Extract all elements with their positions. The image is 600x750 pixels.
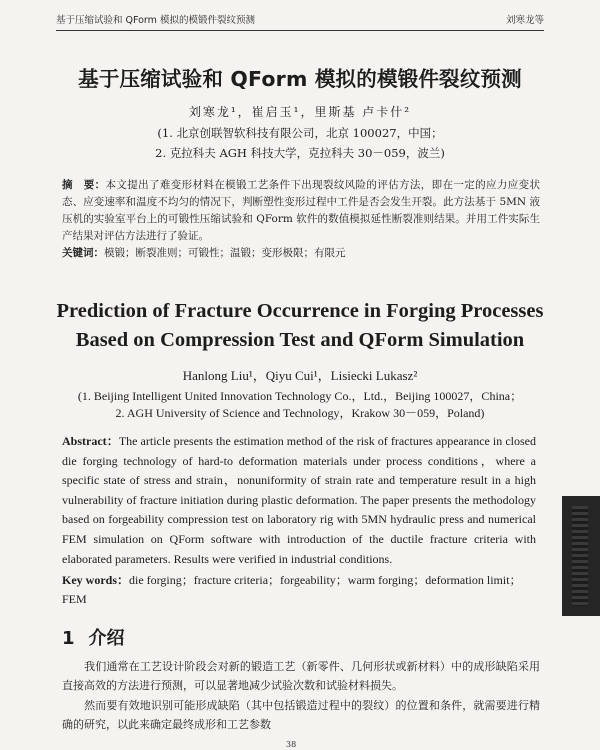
chinese-authors: 刘寒龙¹，崔启玉¹，里斯基 卢卡什² <box>188 105 412 119</box>
chinese-keywords-text: 模锻；断裂准则；可锻性；温锻；变形极限；有限元 <box>104 247 346 259</box>
chinese-keywords <box>62 245 540 261</box>
english-affiliation-2: 2. AGH University of Science and Technology，Krakow 30－059，Poland) <box>115 406 485 420</box>
english-title-line-2: Based on Compression Test and QForm Simulation <box>75 329 525 351</box>
scan-side-tab <box>562 496 600 616</box>
english-abstract <box>62 432 536 569</box>
chinese-keywords-label: 关键词： <box>62 247 104 259</box>
body-paragraph-1 <box>62 658 540 695</box>
english-keywords <box>62 571 536 609</box>
running-header-authors: 刘寒龙等 <box>505 15 544 26</box>
section-heading <box>62 624 125 650</box>
chinese-abstract-label: 摘 要： <box>62 179 106 191</box>
body-paragraph-2-text: 然而要有效地识别可能形成缺陷（其中包括锻造过程中的裂纹）的位置和条件，就需要进行精确的研究，以此来确定最终成形和工艺参数 <box>62 699 540 731</box>
english-authors: Hanlong Liu¹，Qiyu Cui¹，Lisiecki Lukasz² <box>182 368 418 383</box>
section-number: 1 <box>62 628 75 649</box>
english-keywords-label: Key words： <box>62 573 129 587</box>
header-rule <box>56 30 544 31</box>
chinese-abstract <box>62 177 540 245</box>
section-title: 介绍 <box>88 628 125 649</box>
english-title-line-1: Prediction of Fracture Occurrence in Forging Processes <box>56 300 544 322</box>
english-abstract-text: The article presents the estimation method of the risk of fractures appearance in closed die forging technology of hard-to deformation materials under process conditions，where a specific state of stress and strain，nonuniformity of strain rate and temperature result in a high vulnerability of fracture initiation during plastic deformation. The paper presents the methodology based on forgeability compression test on laboratory rig with 5MN hydraulic press and numerical FEM simulation on QForm software with introduction of the ductile fracture criteria with elaborated parameters. Results were verified in industrial conditions. <box>62 434 536 566</box>
page-number: 38 <box>286 740 297 749</box>
running-header-title: 基于压缩试验和 QForm 模拟的模锻件裂纹预测 <box>56 15 255 26</box>
body-paragraph-2 <box>62 697 540 734</box>
chinese-title: 基于压缩试验和 QForm 模拟的模锻件裂纹预测 <box>78 67 522 91</box>
english-affiliation-1: (1. Beijing Intelligent United Innovation Technology Co.，Ltd.，Beijing 100027，China； <box>77 389 523 403</box>
english-keywords-text: die forging；fracture criteria；forgeability；warm forging；deformation limit；FEM <box>62 573 522 606</box>
chinese-affiliation-2: 2. 克拉科夫 AGH 科技大学，克拉科夫 30－059，波兰) <box>155 146 445 160</box>
chinese-abstract-text: 本文提出了难变形材料在模锻工艺条件下出现裂纹风险的评估方法，即在一定的应力应变状态、应变速率和温度不均匀的情况下，判断塑性变形过程中工件是否会发生开裂。此方法基于 5MN 液压机的实验室平台上的可锻性压缩试验和 QForm 软件的数值模拟延性断裂准则结果。并用工件实际生产结果对评估方法进行了验证。 <box>62 179 541 242</box>
english-abstract-label: Abstract： <box>62 434 119 448</box>
english-title <box>0 297 600 355</box>
running-header <box>56 12 544 28</box>
body-paragraph-1-text: 我们通常在工艺设计阶段会对新的锻造工艺（新零件、几何形状或新材料）中的成形缺陷采用直接高效的方法进行预测，可以显著地减少试验次数和试验材料损失。 <box>62 660 540 692</box>
chinese-affiliation-1: (1. 北京创联智软科技有限公司，北京 100027，中国； <box>157 126 443 140</box>
